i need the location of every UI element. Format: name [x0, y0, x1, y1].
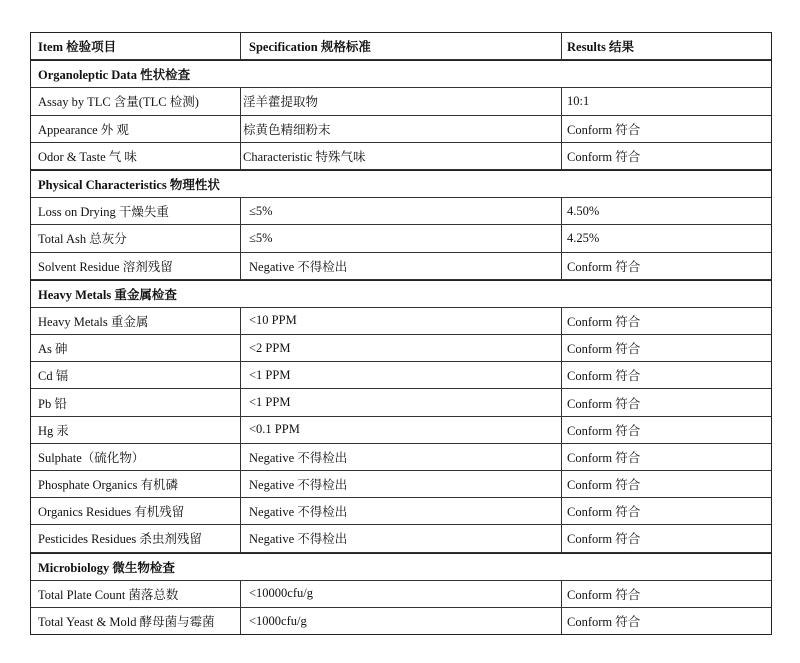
- item-cell: Sulphate（硫化物）: [31, 444, 241, 470]
- table-row: [31, 143, 771, 170]
- spec-cell: <10000cfu/g: [241, 581, 562, 607]
- section-title: Heavy Metals 重金属检查: [38, 287, 177, 302]
- table-row: [31, 498, 771, 525]
- spec-cell: <2 PPM: [241, 335, 562, 361]
- item-cell: Assay by TLC 含量(TLC 检测): [31, 88, 241, 114]
- item-cell: Appearance 外 观: [31, 116, 241, 142]
- header-specification: Specification 规格标准: [241, 33, 562, 59]
- spec-cell: <1 PPM: [241, 362, 562, 388]
- section-title: Physical Characteristics 物理性状: [38, 178, 220, 193]
- result-cell: Conform 符合: [567, 587, 641, 602]
- spec-cell: <1 PPM: [241, 389, 562, 415]
- item-cell: Total Plate Count 菌落总数: [31, 581, 241, 607]
- table-row: [31, 444, 771, 471]
- result-cell: 4.25%: [567, 230, 600, 245]
- section-title: Organoleptic Data 性状检查: [38, 68, 191, 83]
- item-cell: Organics Residues 有机残留: [31, 498, 241, 524]
- table-row: [31, 335, 771, 362]
- spec-cell: ≤5%: [241, 198, 562, 224]
- section-row-organoleptic: [31, 60, 771, 88]
- result-cell: Conform 符合: [567, 423, 641, 438]
- item-cell: Cd 镉: [31, 362, 241, 388]
- spec-cell: Negative 不得检出: [241, 471, 562, 497]
- result-cell: Conform 符合: [567, 314, 641, 329]
- spec-cell: Characteristic 特殊气味: [241, 143, 562, 169]
- result-cell: Conform 符合: [567, 450, 641, 465]
- header-results: Results 结果: [567, 40, 635, 55]
- table-row: [31, 198, 771, 225]
- table-row: [31, 581, 771, 608]
- table-row: [31, 525, 771, 552]
- spec-cell: Negative 不得检出: [241, 253, 562, 279]
- result-cell: Conform 符合: [567, 615, 641, 630]
- spec-cell: Negative 不得检出: [241, 444, 562, 470]
- spec-cell: Negative 不得检出: [241, 498, 562, 524]
- section-title: Microbiology 微生物检查: [38, 560, 175, 575]
- header-item: Item 检验项目: [31, 33, 241, 59]
- result-cell: Conform 符合: [567, 396, 641, 411]
- item-cell: Solvent Residue 溶剂残留: [31, 253, 241, 279]
- table-row: [31, 471, 771, 498]
- table-row: [31, 389, 771, 416]
- result-cell: Conform 符合: [567, 478, 641, 493]
- table-row: [31, 608, 771, 634]
- coa-table: [30, 32, 772, 635]
- section-row-microbiology: [31, 553, 771, 581]
- item-cell: Heavy Metals 重金属: [31, 308, 241, 334]
- result-cell: Conform 符合: [567, 149, 641, 164]
- spec-cell: <1000cfu/g: [241, 608, 562, 634]
- item-cell: Total Yeast & Mold 酵母菌与霉菌: [31, 608, 241, 634]
- result-cell: Conform 符合: [567, 532, 641, 547]
- result-cell: Conform 符合: [567, 342, 641, 357]
- result-cell: 10:1: [567, 93, 590, 108]
- section-row-heavy-metals: [31, 280, 771, 308]
- item-cell: Hg 汞: [31, 417, 241, 443]
- item-cell: Odor & Taste 气 味: [31, 143, 241, 169]
- spec-cell: <10 PPM: [241, 308, 562, 334]
- result-cell: Conform 符合: [567, 259, 641, 274]
- table-header-row: [31, 33, 771, 60]
- table-row: [31, 417, 771, 444]
- result-cell: 4.50%: [567, 203, 600, 218]
- item-cell: Pesticides Residues 杀虫剂残留: [31, 525, 241, 551]
- spec-cell: ≤5%: [241, 225, 562, 251]
- table-row: [31, 116, 771, 143]
- table-row: [31, 308, 771, 335]
- spec-cell: 淫羊藿提取物: [241, 88, 562, 114]
- item-cell: Loss on Drying 干燥失重: [31, 198, 241, 224]
- table-row: [31, 225, 771, 252]
- result-cell: Conform 符合: [567, 122, 641, 137]
- item-cell: As 砷: [31, 335, 241, 361]
- table-row: [31, 253, 771, 280]
- table-row: [31, 88, 771, 115]
- spec-cell: <0.1 PPM: [241, 417, 562, 443]
- item-cell: Pb 铅: [31, 389, 241, 415]
- spec-cell: 棕黄色精细粉末: [241, 116, 562, 142]
- item-cell: Phosphate Organics 有机磷: [31, 471, 241, 497]
- table-row: [31, 362, 771, 389]
- section-row-physical: [31, 170, 771, 198]
- spec-cell: Negative 不得检出: [241, 525, 562, 551]
- result-cell: Conform 符合: [567, 505, 641, 520]
- item-cell: Total Ash 总灰分: [31, 225, 241, 251]
- result-cell: Conform 符合: [567, 369, 641, 384]
